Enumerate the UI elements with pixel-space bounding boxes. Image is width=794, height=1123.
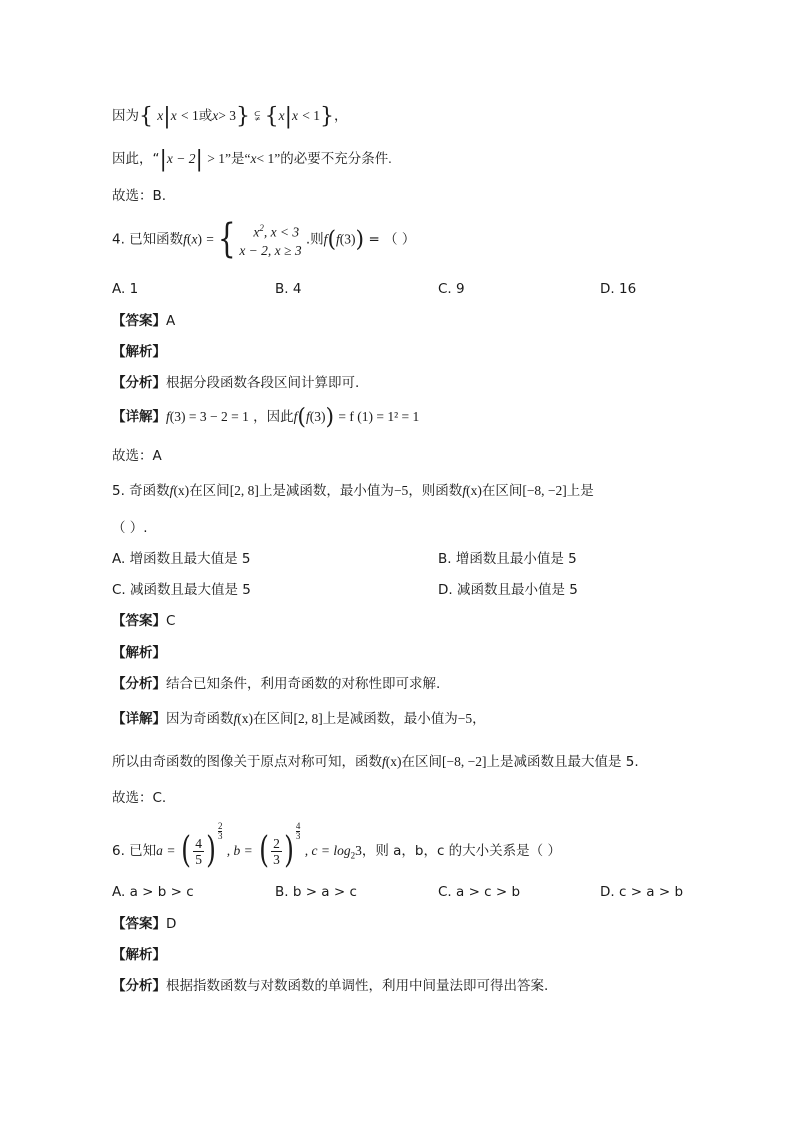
- q4-option-b: B. 4: [275, 281, 302, 297]
- q4-answer: 【答案】A: [112, 313, 176, 329]
- q4-option-a: A. 1: [112, 281, 139, 297]
- q6-analysis: 【分析】根据指数函数与对数函数的单调性，利用中间量法即可得出答案.: [112, 978, 549, 994]
- q6-option-b: B. b > a > c: [275, 884, 357, 900]
- q6-option-c: C. a > c > b: [438, 884, 521, 900]
- q4-detail: 【详解】f(3) = 3 − 2 = 1 ，因此f(f(3)) = f (1) = 1² = 1: [112, 405, 420, 430]
- question-5: 5. 奇函数f(x)在区间[2, 8]上是减函数，最小值为−5，则函数f(x)在区间[−8, −2]上是: [112, 483, 594, 499]
- q4-analysis-header: 【解析】: [112, 344, 166, 360]
- q5-detail: 【详解】因为奇函数f(x)在区间[2, 8]上是减函数，最小值为−5，: [112, 711, 486, 727]
- solution-set-relation: 因为{ x|x < 1或x> 3} ⫋ {x|x < 1}，: [112, 104, 348, 129]
- q4-option-d: D. 16: [600, 281, 637, 297]
- q6-option-d: D. c > a > b: [600, 884, 684, 900]
- question-5-paren: （ ）.: [112, 520, 148, 536]
- q4-select: 故选：A: [112, 448, 162, 464]
- q5-detail-2: 所以由奇函数的图像关于原点对称可知，函数f(x)在区间[−8, −2]上是减函数且最大值是 5.: [112, 754, 639, 770]
- q6-answer: 【答案】D: [112, 916, 177, 932]
- answer-select-q3: 故选：B.: [112, 188, 167, 204]
- necessary-condition-conclusion: 因此，“|x − 2| > 1”是“x< 1”的必要不充分条件.: [112, 147, 392, 172]
- question-4: 4. 已知函数f(x) ={ $x^2$, x < 3 x − 2, x ≥ 3 .则f(f(3)) = （ ）: [112, 216, 416, 263]
- q5-analysis-header: 【解析】: [112, 645, 166, 661]
- q6-option-a: A. a > b > c: [112, 884, 194, 900]
- q5-analysis: 【分析】结合已知条件，利用奇函数的对称性即可求解.: [112, 676, 441, 692]
- q5-option-b: B. 增函数且最小值是 5: [438, 551, 577, 567]
- q5-option-c: C. 减函数且最大值是 5: [112, 582, 251, 598]
- q5-option-a: A. 增函数且最大值是 5: [112, 551, 251, 567]
- q4-option-c: C. 9: [438, 281, 465, 297]
- q5-answer: 【答案】C: [112, 613, 176, 629]
- q5-option-d: D. 减函数且最小值是 5: [438, 582, 578, 598]
- q4-analysis: 【分析】根据分段函数各段区间计算即可.: [112, 375, 360, 391]
- question-6: 6. 已知a = ( $\frac{4}{5}$ ) $\frac{2}{3}$ , b = ( $\frac{2}{3}$ ) $\frac{4}{3}$ , $c = \log_23$，则 a，b，c 的大小关系是（ ）: [112, 821, 561, 871]
- q5-select: 故选：C.: [112, 790, 167, 806]
- q6-analysis-header: 【解析】: [112, 947, 166, 963]
